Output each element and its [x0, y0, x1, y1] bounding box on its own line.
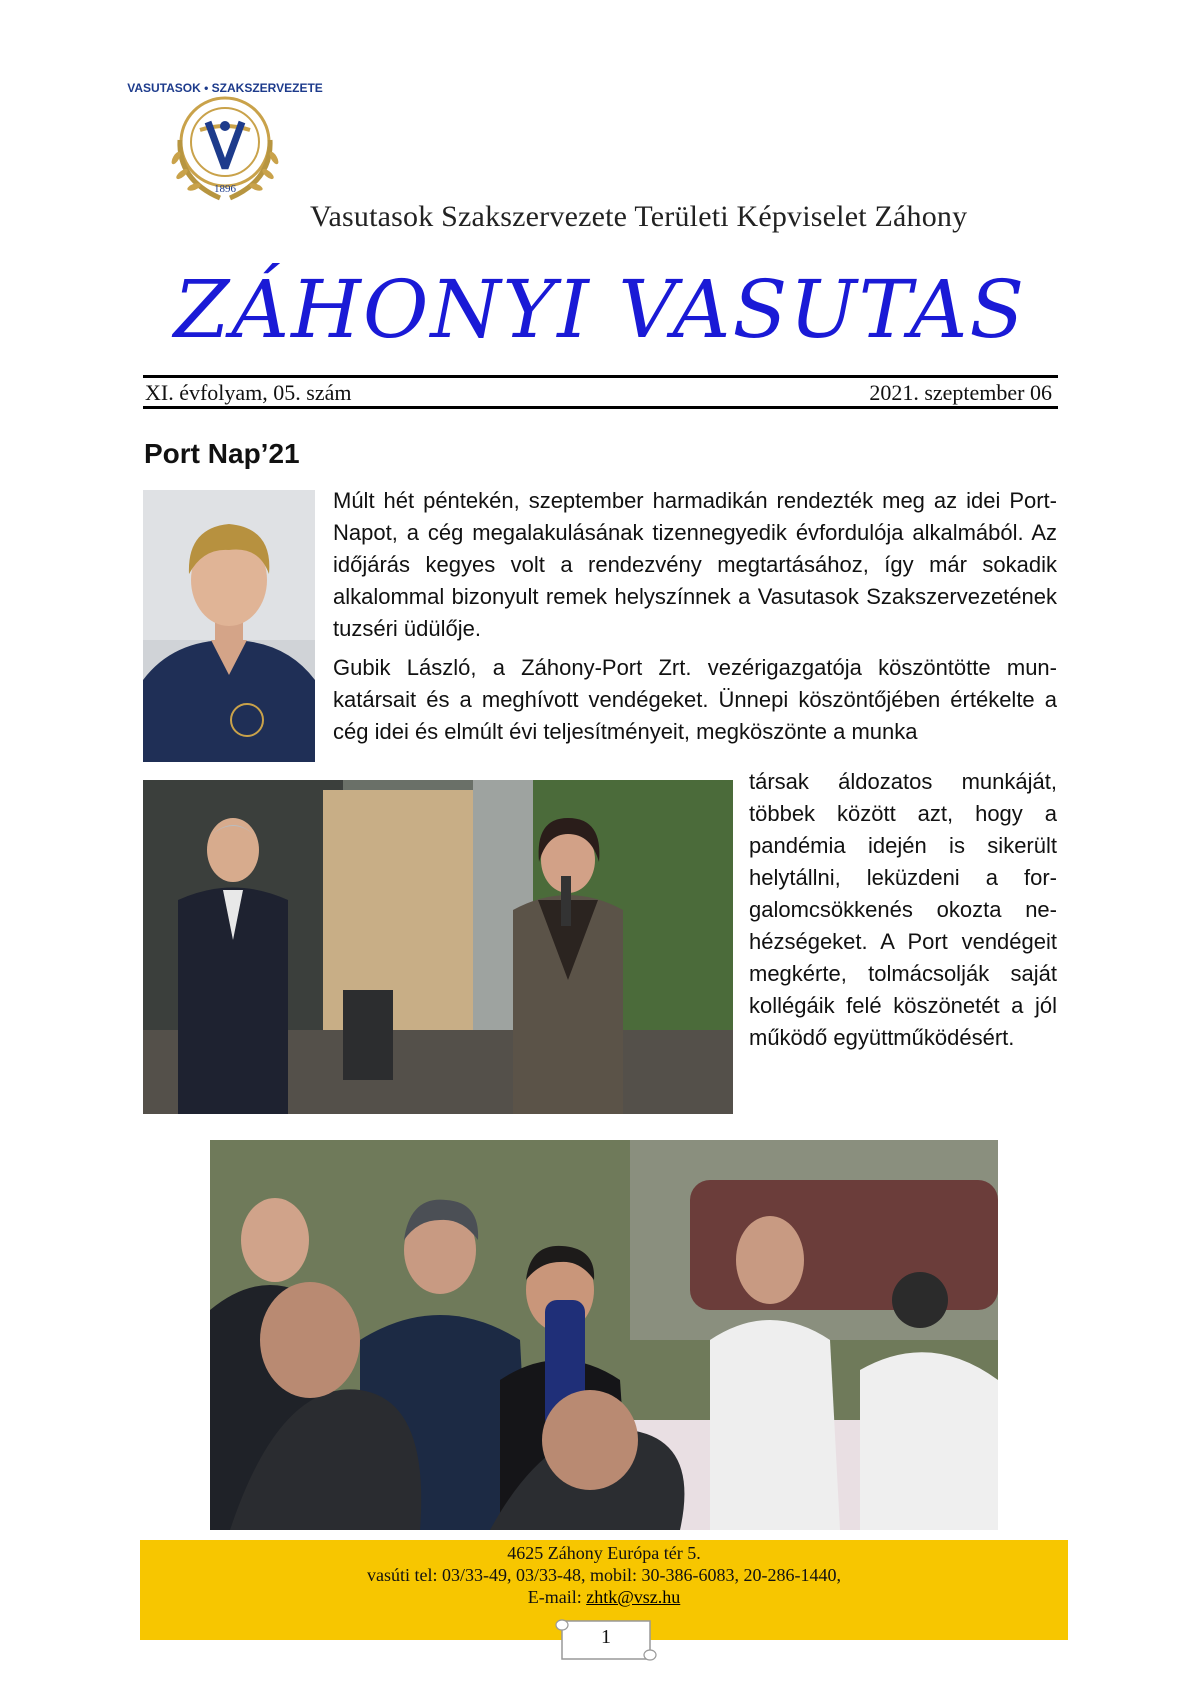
footer-email-line — [140, 1586, 1068, 1608]
portrait-photo — [143, 490, 315, 762]
footer-phones: vasúti tel: 03/33-49, 03/33-48, mobil: 30-386-6083, 20-286-1440, — [367, 1565, 841, 1585]
article-title: Port Nap’21 — [144, 438, 300, 469]
paragraph-2: Gubik László, a Záhony-Port Zrt. vezérigazgatója köszöntötte munkatársait és a meghívott vendégeket. Ünnepi köszöntőjében értékelte a cég idei és elmúlt évi teljesítményeit, megköszönte a munka — [333, 655, 1057, 744]
group-photo — [210, 1140, 998, 1530]
footer-address: 4625 Záhony Európa tér 5. — [507, 1543, 701, 1563]
organization-name: Vasutasok Szakszervezete Területi Képviselet Záhony — [310, 200, 968, 233]
divider-bottom — [143, 406, 1058, 409]
union-logo — [127, 70, 323, 220]
speakers-photo — [143, 780, 733, 1114]
footer-email-link[interactable]: zhtk@vsz.hu — [586, 1587, 681, 1607]
issue-number: XI. évfolyam, 05. szám — [145, 380, 352, 405]
logo-text-top: VASUTASOK • SZAKSZERVEZETE — [127, 81, 323, 95]
divider-top — [143, 375, 1058, 378]
masthead-title: ZÁHONYI VASUTAS — [173, 263, 1027, 356]
page-number: 1 — [601, 1626, 611, 1648]
logo-year: 1896 — [214, 183, 236, 195]
paragraph-1: Múlt hét péntekén, szeptember harmadikán rendezték meg az idei Port-Napot, a cég megalakulásának tizennegyedik évfordulója alkalmából. Az időjárás kegyes volt a rendezvény megtartásához, így már sokadik alkalommal bizonyult remek helyszínnek a Vasutasok Szakszervezetének tuzséri üdülője. — [333, 488, 1057, 641]
paragraph-3: társak áldozatos munkáját, többek között azt, hogy a pandémia idején is sikerült helytállni, leküzdeni a forgalomcsökkenés okozta nehézségeket. A Port vendégeit megkérte, tolmácsolják saját kollégáik felé köszönetét a jól működő együttműködésért. — [749, 769, 1057, 1050]
issue-date: 2021. szeptember 06 — [869, 380, 1052, 405]
footer-email-label: E-mail: — [527, 1587, 587, 1607]
